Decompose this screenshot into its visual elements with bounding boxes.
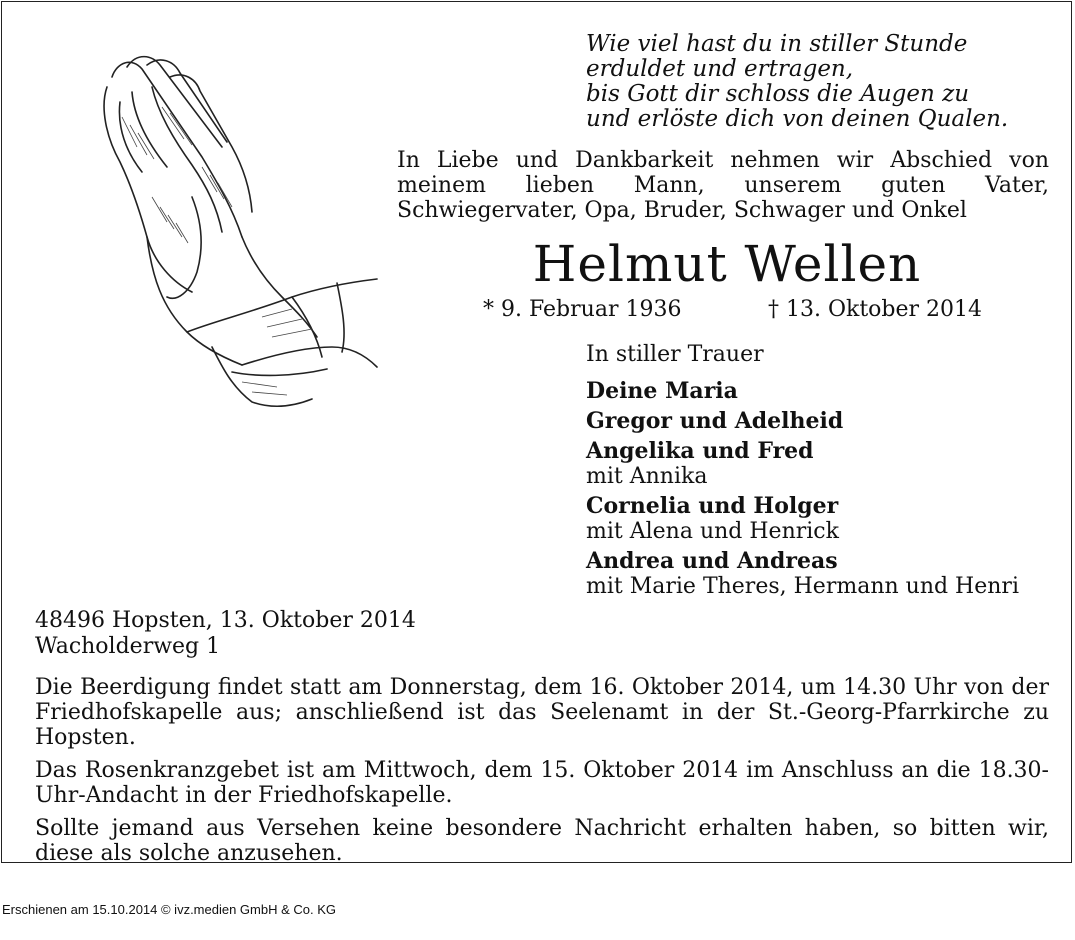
poem-line: bis Gott dir schloss die Augen zu — [586, 81, 970, 107]
mourner-group — [586, 409, 1019, 434]
address-block — [35, 608, 416, 660]
mourner-with: mit Alena und Henrick — [586, 519, 839, 544]
poem-line: erduldet und ertragen, — [586, 56, 854, 82]
mourner-names: Angelika und Fred — [586, 438, 814, 464]
mourner-names: Cornelia und Holger — [586, 493, 839, 519]
mourner-with: mit Marie Theres, Hermann und Henri — [586, 574, 1019, 599]
address-line: Wacholderweg 1 — [35, 634, 221, 659]
address-line: 48496 Hopsten, 13. Oktober 2014 — [35, 608, 416, 633]
mourner-group — [586, 494, 1019, 544]
life-dates — [483, 297, 983, 323]
praying-hands-icon — [92, 47, 382, 412]
mourner-group — [586, 549, 1019, 599]
publication-footer: Erschienen am 15.10.2014 © ivz.medien GmbH & Co. KG — [2, 902, 337, 917]
poem — [586, 32, 1008, 132]
funeral-details — [35, 675, 1049, 874]
deceased-name: Helmut Wellen — [532, 235, 922, 293]
poem-line: Wie viel hast du in stiller Stunde — [586, 31, 968, 57]
mourner-group — [586, 379, 1019, 404]
mourner-with: mit Annika — [586, 464, 708, 489]
mourner-names: Deine Maria — [586, 378, 738, 404]
death-date: † 13. Oktober 2014 — [768, 297, 983, 322]
details-paragraph: Das Rosenkranzgebet ist am Mittwoch, dem 15. Oktober 2014 im Anschluss an die 18.30-Uhr-Andacht in der Friedhofskapelle. — [35, 758, 1049, 808]
mourners-list — [586, 379, 1019, 604]
mourner-names: Gregor und Adelheid — [586, 408, 844, 434]
mourning-heading: In stiller Trauer — [586, 342, 764, 367]
details-paragraph: Die Beerdigung findet statt am Donnerstag, dem 16. Oktober 2014, um 14.30 Uhr von der Friedhofskapelle aus; anschließend ist das Seelenamt in der St.-Georg-Pfarrkirche zu Hopsten. — [35, 675, 1049, 750]
details-paragraph: Sollte jemand aus Versehen keine besondere Nachricht erhalten haben, so bitten wir, diese als solche anzusehen. — [35, 816, 1049, 866]
obituary-frame — [1, 1, 1072, 866]
intro-text: In Liebe und Dankbarkeit nehmen wir Abschied von meinem lieben Mann, unserem guten Vater, Schwiegervater, Opa, Bruder, Schwager und Onkel — [397, 148, 1049, 223]
birth-date: * 9. Februar 1936 — [483, 297, 682, 322]
poem-line: und erlöste dich von deinen Qualen. — [586, 106, 1009, 132]
mourner-group — [586, 439, 1019, 489]
mourner-names: Andrea und Andreas — [586, 548, 838, 574]
